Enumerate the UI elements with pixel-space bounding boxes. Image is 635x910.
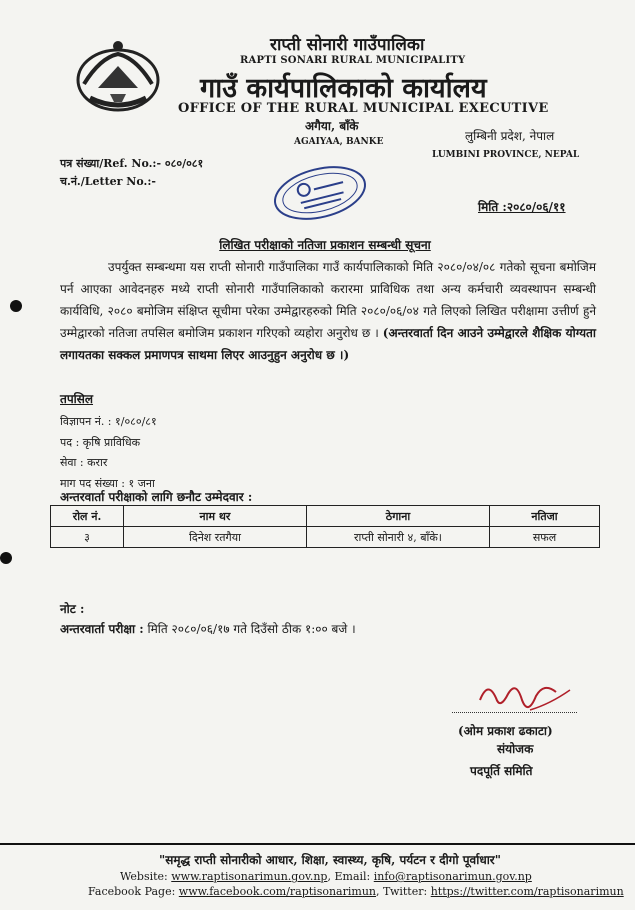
footer-rule	[0, 843, 635, 845]
footer-social: Facebook Page: www.facebook.com/raptisonarimun, Twitter: https://twitter.com/raptisonarimun	[88, 885, 624, 898]
signatory-name: (ओम प्रकाश ढकाटा)	[458, 724, 553, 738]
office-name-np: गाउँ कार्यपालिकाको कार्यालय	[200, 73, 487, 104]
signature-icon	[470, 670, 590, 730]
cell-roll: ३	[51, 527, 124, 548]
facebook-label: Facebook Page:	[88, 885, 176, 898]
notice-title: लिखित परीक्षाको नतिजा प्रकाशन सम्बन्धी सूचना	[219, 238, 431, 252]
table-row	[51, 527, 600, 548]
ref-number	[60, 156, 203, 171]
office-seal-icon	[265, 158, 375, 228]
results-table	[50, 505, 600, 548]
municipality-name-np: राप्ती सोनारी गाउँपालिका	[270, 35, 425, 55]
province-np: लुम्बिनी प्रदेश, नेपाल	[465, 129, 555, 143]
nepal-emblem-icon	[70, 38, 166, 118]
twitter-link[interactable]: https://twitter.com/raptisonarimun	[430, 885, 624, 898]
advert-number: विज्ञापन नं. : १/०८०/८१	[60, 415, 157, 428]
punch-hole	[10, 300, 22, 312]
ref-value: ०८०/०८१	[164, 157, 204, 170]
municipality-name-en: RAPTI SONARI RURAL MUNICIPALITY	[240, 55, 466, 66]
positions-count: माग पद संख्या : १ जना	[60, 476, 155, 490]
notice-body	[60, 256, 596, 366]
cell-result: सफल	[490, 527, 600, 548]
signatory-committee: पदपूर्ति समिति	[470, 764, 533, 778]
col-roll: रोल नं.	[51, 506, 124, 527]
post-name: पद : कृषि प्राविधिक	[60, 435, 141, 449]
interview-note	[60, 620, 356, 637]
notice-body-bold: (अन्तरवार्ता दिन आउने उम्मेद्वारले शैक्षिक योग्यता लगायतका सक्कल प्रमाणपत्र साथमा लिएर आउनुहुन अनुरोध छ ।)	[60, 326, 596, 362]
col-result: नतिजा	[490, 506, 600, 527]
details-heading: तपसिल	[60, 392, 94, 406]
footer-contact: Website: www.raptisonarimun.gov.np, Email: info@raptisonarimun.gov.np	[120, 870, 532, 883]
email-label: Email:	[334, 870, 371, 883]
notice-body-text: उपर्युक्त सम्बन्धमा यस राप्ती सोनारी गाउँपालिका गाउँ कार्यपालिकाको मिति २०८०/०४/०८ गतेको सूचना बमोजिम पर्न आएका आवेदनहरु मध्ये राप्ती सोनारी गाउँपालिकाको करारमा प्राविधिक तथा अन्य कर्मचारी व्यवस्थापन सम्बन्धी कार्यविधि, २०८० बमोजिम संक्षिप्त सूचीमा परेका उम्मेद्वारहरुको मिति २०८०/०६/०४ गते लिएको लिखित परीक्षामा उत्तीर्ण हुने उम्मेद्वारको नतिजा तपसिल बमोजिम प्रकाशन गरिएको व्यहोरा अनुरोध छ ।	[60, 260, 596, 340]
province-en: LUMBINI PROVINCE, NEPAL	[432, 150, 580, 160]
website-link[interactable]: www.raptisonarimun.gov.np	[171, 870, 328, 883]
col-name: नाम थर	[124, 506, 307, 527]
footer-motto: "समृद्ध राप्ती सोनारीको आधार, शिक्षा, स्वास्थ्य, कृषि, पर्यटन र दीगो पूर्वाधार"	[159, 853, 501, 867]
signature-line	[452, 712, 577, 713]
email-link[interactable]: info@raptisonarimun.gov.np	[373, 870, 532, 883]
location-np: अगैया, बाँके	[305, 119, 359, 133]
signatory-role: संयोजक	[497, 742, 534, 756]
location-en: AGAIYAA, BANKE	[294, 137, 384, 147]
facebook-link[interactable]: www.facebook.com/raptisonarimun	[178, 885, 376, 898]
punch-hole	[0, 552, 12, 564]
cell-address: राप्ती सोनारी ४, बाँके।	[307, 527, 490, 548]
issue-date: मिति :२०८०/०६/११	[478, 200, 566, 214]
letter-number-label: च.नं./Letter No.:-	[60, 175, 156, 188]
website-label: Website:	[120, 870, 168, 883]
table-caption: अन्तरवार्ता परीक्षाको लागि छनौट उम्मेदवार :	[60, 490, 253, 504]
cell-name: दिनेश रतगैया	[124, 527, 307, 548]
interview-label: अन्तरवार्ता परीक्षा :	[60, 622, 144, 636]
twitter-label: Twitter:	[383, 885, 428, 898]
details-list	[60, 412, 157, 494]
office-name-en: OFFICE OF THE RURAL MUNICIPAL EXECUTIVE	[178, 101, 549, 116]
table-header-row	[51, 506, 600, 527]
service-type: सेवा : करार	[60, 456, 108, 469]
interview-text: मिति २०८०/०६/१७ गते दिउँसो ठीक १:०० बजे ।	[147, 622, 356, 636]
col-address: ठेगाना	[307, 506, 490, 527]
note-label: नोट :	[60, 602, 85, 616]
ref-label: पत्र संख्या/Ref. No.:-	[60, 157, 162, 170]
